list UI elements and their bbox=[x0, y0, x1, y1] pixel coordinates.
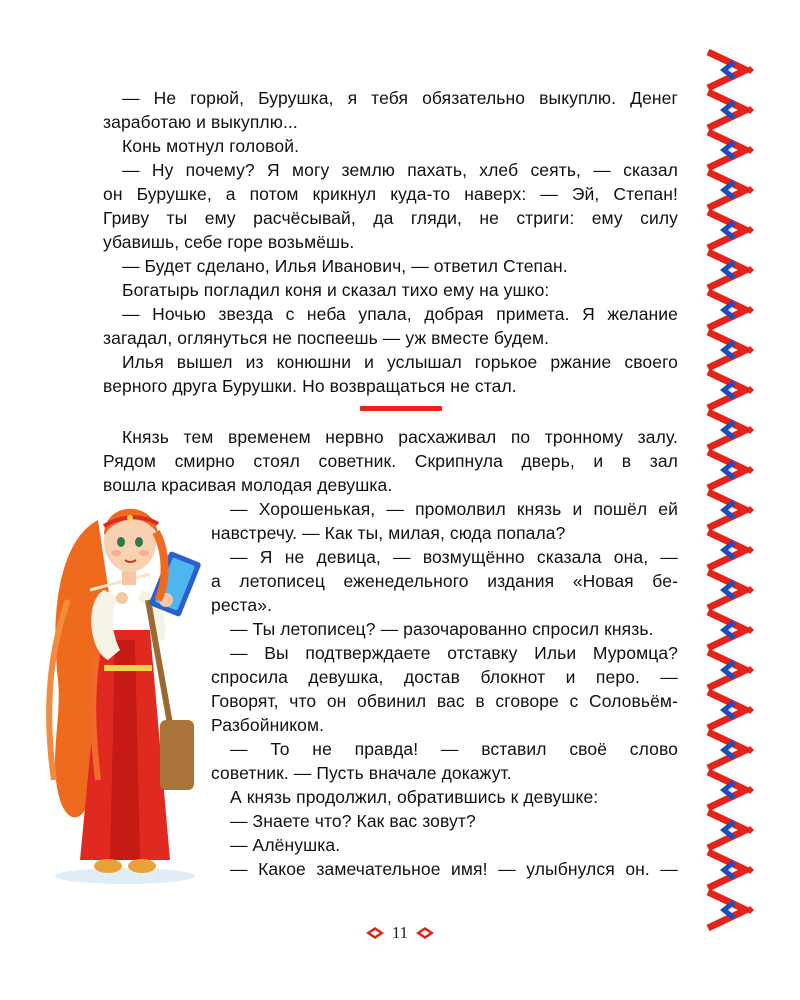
text-line: Гриву ты ему расчёсывай, да гляди, не стриги: ему силу bbox=[103, 208, 678, 228]
ornament-inner-chevron bbox=[724, 382, 734, 398]
ornament-inner-chevron bbox=[724, 342, 734, 358]
text-line: — Не горюй, Бурушка, я тебя обязательно выкуплю. Денег bbox=[122, 88, 678, 108]
text-line: — Будет сделано, Илья Иванович, — ответил Степан. bbox=[122, 256, 568, 276]
text-line: а летописец еженедельного издания «Новая бе- bbox=[211, 571, 678, 591]
ornament-inner-chevron bbox=[724, 502, 734, 518]
text-line: советник. — Пусть вначале докажут. bbox=[211, 763, 512, 783]
text-line: Разбойником. bbox=[211, 715, 325, 735]
ornament-inner-chevron bbox=[724, 902, 734, 918]
ornament-inner-chevron bbox=[724, 222, 734, 238]
ornament-inner-chevron bbox=[724, 742, 734, 758]
ornament-inner-chevron bbox=[724, 862, 734, 878]
text-line: — Ну почему? Я могу землю пахать, хлеб сеять, — сказал bbox=[122, 160, 678, 180]
folk-zigzag-border-icon bbox=[700, 48, 760, 948]
text-line: загадал, оглянуться не поспеешь — уж вместе будем. bbox=[103, 328, 550, 348]
text-line: заработаю и выкуплю... bbox=[103, 112, 298, 132]
ornament-inner-chevron bbox=[724, 582, 734, 598]
ornament-inner-chevron bbox=[724, 262, 734, 278]
text-line: Говорят, что он обвинил вас в сговоре с Соловьём- bbox=[211, 691, 678, 711]
text-line: Конь мотнул головой. bbox=[122, 136, 300, 156]
diamond-icon bbox=[414, 926, 436, 940]
text-line: — Я не девица, — возмущённо сказала она, — bbox=[230, 547, 678, 567]
text-line: — Ты летописец? — разочарованно спросил князь. bbox=[230, 619, 654, 639]
text-line: убавишь, себе горе возьмёшь. bbox=[103, 232, 355, 252]
ornament-inner-chevron bbox=[724, 662, 734, 678]
text-line: Рядом смирно стоял советник. Скрипнула дверь, и в зал bbox=[103, 451, 678, 471]
text-line: Илья вышел из конюшни и услышал горькое ржание своего bbox=[122, 352, 678, 372]
ornament-inner-chevron bbox=[724, 462, 734, 478]
text-line: Богатырь погладил коня и сказал тихо ему на ушко: bbox=[122, 280, 550, 300]
text-line: Князь тем временем нервно расхаживал по тронному залу. bbox=[122, 427, 678, 447]
text-line: — Вы подтверждаете отставку Ильи Муромца? bbox=[230, 643, 678, 663]
ornament-inner-chevron bbox=[724, 182, 734, 198]
text-line: — Хорошенькая, — промолвил князь и пошёл ей bbox=[230, 499, 678, 519]
ornament-inner-chevron bbox=[724, 782, 734, 798]
page-number bbox=[350, 920, 450, 946]
page-number-text: 11 bbox=[391, 923, 409, 942]
section-divider bbox=[360, 406, 442, 411]
text-line: — Какое замечательное имя! — улыбнулся он. — bbox=[230, 859, 678, 879]
ornament-inner-chevron bbox=[724, 302, 734, 318]
text-line: реста». bbox=[211, 595, 273, 615]
text-line: — Алёнушка. bbox=[230, 835, 341, 855]
text-line: А князь продолжил, обратившись к девушке: bbox=[230, 787, 599, 807]
text-line: — Ночью звезда с неба упала, добрая примета. Я желание bbox=[122, 304, 678, 324]
text-line: — Знаете что? Как вас зовут? bbox=[230, 811, 476, 831]
text-line: он Бурушке, а потом крикнул куда-то наверх: — Эй, Степан! bbox=[103, 184, 678, 204]
ornament-inner-chevron bbox=[724, 142, 734, 158]
text-line: вошла красивая молодая девушка. bbox=[103, 475, 393, 495]
ornament-inner-chevron bbox=[724, 102, 734, 118]
text-line: верного друга Бурушки. Но возвращаться не стал. bbox=[103, 376, 517, 396]
ornament-inner-chevron bbox=[724, 622, 734, 638]
diamond-icon bbox=[364, 926, 386, 940]
text-line: спросила девушка, достав блокнот и перо. — bbox=[211, 667, 678, 687]
girl-chronicler-illustration bbox=[30, 480, 220, 910]
ornament-inner-chevron bbox=[724, 62, 734, 78]
ornament-inner-chevron bbox=[724, 422, 734, 438]
text-line: — То не правда! — вставил своё слово bbox=[230, 739, 678, 759]
ornament-inner-chevron bbox=[724, 702, 734, 718]
text-line: навстречу. — Как ты, милая, сюда попала? bbox=[211, 523, 566, 543]
ornament-inner-chevron bbox=[724, 822, 734, 838]
ornament-inner-chevron bbox=[724, 542, 734, 558]
